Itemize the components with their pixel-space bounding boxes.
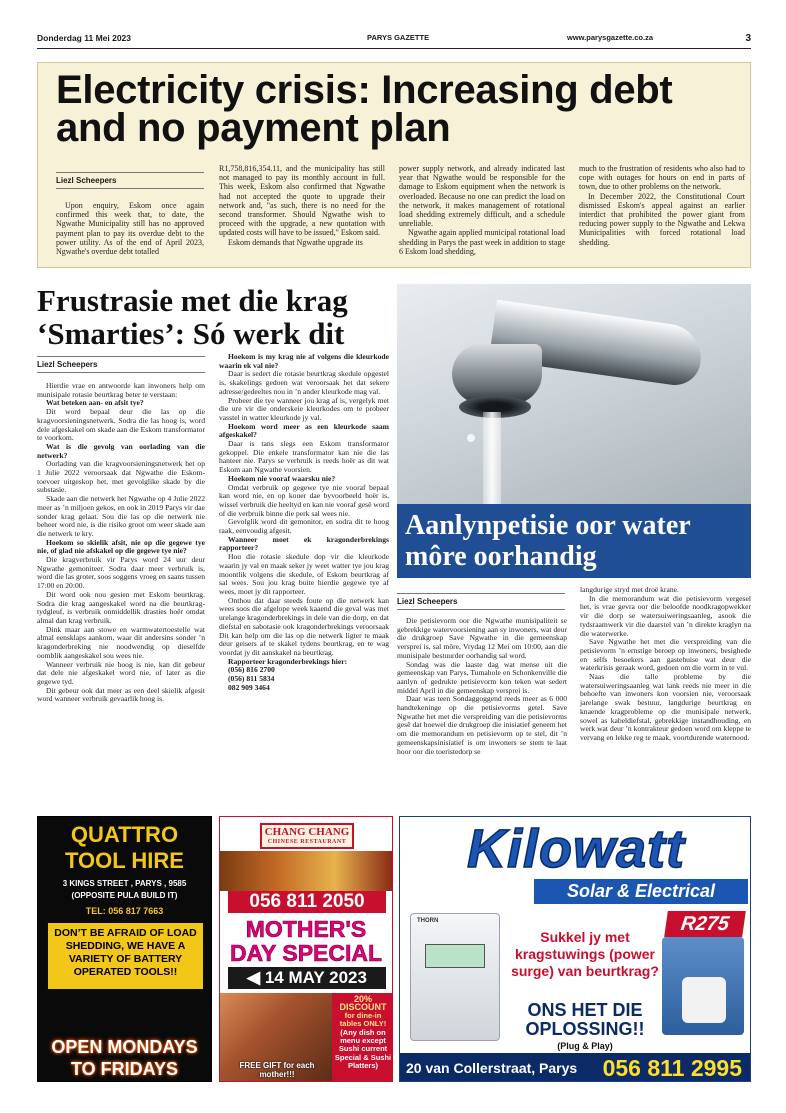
page-header (37, 33, 751, 47)
lead-column-3 (399, 164, 565, 256)
quattro-hours-line-1: OPEN MONDAYS (51, 1037, 198, 1057)
kilowatt-question: Sukkel jy met kragstuwings (power surge) van beurtkrag? (511, 929, 659, 979)
kilowatt-solution: ONS HET DIE OPLOSSING!! (525, 1000, 645, 1039)
lead-paragraph: much to the frustration of residents who also had to cope with outages for hours on end in parts of town, due to other problems on the network. (579, 164, 745, 192)
kilowatt-logo: Kilowatt (467, 819, 685, 879)
lead-paragraph: Ngwathe again applied municipal rotational load shedding in Parys the past week in addition to stage 6 Eskom load shedding, (399, 228, 565, 256)
mothers-day-line-2: DAY SPECIAL (229, 940, 383, 966)
article-paragraph: Omdat verbruik op gegewe tye nie vooraf bepaal kan word nie, en op kouer dae byvoorbeeld hoër is, wissel verbruik die heeltyd en kan nie vooraf gesê word of die verbruik binne die perk sal wees nie. (219, 482, 389, 518)
article-paragraph: Save Ngwathe het met die verspreiding van die petisievorm ’n ernstige beroep op inwoners, besighede en selfs besoekers aan gastehuise wat deur die waterkrisis geraak word, gedoen om die vorm in te vul. (580, 637, 751, 673)
article-subheading: 082 909 3464 (228, 682, 270, 692)
lead-byline: Liezl Scheepers (56, 172, 204, 189)
article-paragraph: Hierdie vrae en antwoorde kan inwoners help om munisipale rotasie beurtkrag beter te verstaan: (37, 381, 205, 399)
quattro-load-shedding-note: DON’T BE AFRAID OF LOAD SHEDDING, WE HAVE A VARIETY OF BATTERY OPERATED TOOLS!! (48, 923, 203, 989)
quattro-hours-line-2: TO FRIDAYS (70, 1059, 179, 1079)
plug-adapter-image (662, 937, 744, 1035)
article-subheading: (056) 811 5834 (228, 674, 275, 684)
kilowatt-footer (400, 1053, 750, 1082)
mothers-day-line-1: MOTHER'S (245, 916, 367, 942)
article-paragraph: Daar is tans slegs een Eskom transformator gekoppel. Die enkele transformator kan nie die las hanteer nie. Parys se verbruik is reeds hoër as dit wat Eskom aan Ngwathe voorsien. (219, 439, 389, 475)
quattro-tool-hire-ad[interactable] (37, 816, 212, 1082)
header-rule (37, 48, 751, 49)
website-link[interactable]: www.parysgazette.co.za (567, 33, 654, 42)
plug-socket (682, 977, 726, 1023)
article-paragraph: In die memorandum wat die petisievorm vergesel het, is vrae gevra oor die beloofde noodkragopwekker vir die dorp se watersuiweringsaanleg, asook die tydsraamwerk vir die daarstel van ’n direkte kraglyn na die waterwerke. (580, 593, 751, 638)
device-brand-label: THORN (417, 918, 439, 924)
article-paragraph: Hou die rotasie skedule dop vir die kleurkode waarin jy val en maak seker jy weet watter tye jou krag moontlik volgens die skedule, of Eskom beurtkrag af sal wees. Sou jou krag buite hierdie gegewe tye af wees, moet jy dit rapporteer. (219, 552, 389, 596)
article-paragraph: Die kragverbruik vir Parys word 24 uur deur Ngwathe gemoniteer. Sodra daar meer verbruik is, word die las groter, soos soggens vroeg en saans tussen 17:00 en 20:00. (37, 555, 205, 591)
kilowatt-address: 20 van Collerstraat, Parys (406, 1060, 578, 1076)
article-paragraph: Daar is sedert die rotasie beurtkrag skedule opgestel is, skakelings gedoen wat veroorsaak het dat sekere adresse/gedeeltes nou in ’n ander kleurkode mag val. (219, 369, 389, 396)
article-paragraph: Sondag was die laaste dag wat mense uit die gemeenskap van Parys, Tumahole en Schonkenville die aanlyn of gedrukte petisievorm kon teken wat sedert middel April in die gemeenskap versprei is. (397, 659, 567, 695)
water-stream (483, 412, 501, 504)
article-paragraph: Naas die talle probleme by die watersuiweringsaanleg wat lank reeds nie meer in die behoefte van inwoners kon voorsien nie, veroorsaak jarelange swak bestuur, langdurige beurtkrag en knaende kragprobleme op die munisipale netwerk, sowel as kabeldiefstal, gebrekkige instandhouding, en werk wat deur ’n kontrakteur gedoen word om kleppe te vervang en lekke reg te maak, voortdurende waternood. (580, 672, 752, 742)
article-paragraph: Probeer die tye wanneer jou krag af is, vergelyk met die ure vir die onderskeie kleurkodes om te probeer vasstel in watter kleurkode jy val. (219, 395, 389, 422)
lead-paragraph: In December 2022, the Constitutional Court dismissed Eskom's appeal against an earlier interdict that prohibited the power giant from reducing power supply to the Ngwathe and Lekwa Municipalities with forced rotational load shedding. (579, 191, 745, 247)
petisie-column-1 (397, 617, 567, 807)
chang-chang-restaurant-ad[interactable] (219, 816, 393, 1082)
lead-paragraph: Eskom demands that Ngwathe upgrade its (228, 237, 363, 247)
petisie-byline: Liezl Scheepers (397, 593, 565, 610)
chang-logo-subtitle: CHINESE RESTAURANT (267, 839, 347, 845)
quattro-address: 3 KINGS STREET , PARYS , 9585 (62, 879, 187, 888)
article-subheading: Rapporteer kragonderbrekings hier: (228, 656, 348, 666)
device-display (425, 944, 485, 968)
lead-headline: Electricity crisis: Increasing debt and no payment plan (56, 68, 673, 150)
frustrasie-byline: Liezl Scheepers (37, 356, 205, 373)
lead-paragraph: R1,758,816,354.11, and the municipality has still not managed to pay its monthly account in full. This week, Eskom also confirmed that Ngwathe had not accepted the quote to upgrade their network and, "as such, there is no need for the second transformer. Should Ngwathe wish to proceed with the upgrade, a new quotation with updated costs will have to be issued," Eskom said. (219, 164, 385, 238)
paper-name: PARYS GAZETTE (367, 33, 430, 42)
lead-article (37, 62, 751, 268)
article-subheading: Wanneer moet ek kragonderbrekings rapporteer? (219, 534, 389, 553)
discount-box (332, 993, 393, 1082)
surge-protector-image (410, 913, 500, 1041)
article-paragraph: langdurige stryd met droë krane. (580, 585, 679, 594)
quattro-name-line-1: QUATTRO (70, 822, 179, 847)
price-tag: R275 (664, 911, 746, 937)
chang-phone: 056 811 2050 (228, 891, 386, 913)
kilowatt-subtitle: Solar & Electrical (534, 879, 748, 904)
lead-column-1 (56, 201, 204, 256)
discount-exclusions: (Any dish on menu except Sushi current Special & Sushi Platters) (334, 1027, 392, 1071)
article-paragraph: Onthou dat daar steeds foute op die netwerk kan wees soos die afgelope week kaaend die geval was met urelange kragonderbrekings in dele van die dorp, en dat diefstal en sabotasie ook kragonderbrekings veroorsaak Dit kan help om die las op die netwerk ligter te maak deur geisers af te skakel tydens beurtkrag, en te wag voordat jy dit aanskakel na beurtkrag. (219, 595, 389, 657)
plug-and-play-note: (Plug & Play) (557, 1041, 613, 1051)
article-subheading: Wat is die gevolg van oorlading van die netwerk? (37, 441, 205, 460)
article-subheading: Hoekom word meer as een kleurkode saam afgeskakel? (219, 421, 389, 440)
issue-date: Donderdag 11 Mei 2023 (37, 33, 132, 43)
discount-label: DISCOUNT (339, 1002, 387, 1013)
article-paragraph: Wanneer verbruik nie hoog is nie, kan dit gebeur dat dele nie afgeskakel word nie, of later as die gegewe tyd. (37, 659, 205, 686)
food-banner-image (220, 851, 392, 891)
article-subheading: Hoekom so skielik afsit, nie op die gegewe tye nie, of glad nie afskakel op die gegewe tye nie? (37, 537, 205, 556)
frustrasie-column-2 (219, 353, 389, 807)
special-date: ◀ 14 MAY 2023 (228, 967, 386, 989)
petisie-column-2 (580, 586, 751, 807)
article-paragraph: Dit word ook nou gesien met Eskom beurtkrag. Sodra die krag aangeskakel word na die beurtkrag-tydgleuf, is verbruik onmiddellik drasties hoër omdat almal dan krag verbruik. (37, 589, 205, 625)
article-subheading: Hoekom nie vooraf waarsku nie? (228, 473, 336, 483)
chang-logo-text: CHANG CHANG (264, 826, 350, 838)
tap-photo (397, 284, 751, 504)
frustrasie-column-1 (37, 382, 205, 807)
article-paragraph: Oorlading van die kragvoorsieningsnetwerk het op 1 Julie 2022 veroorsaak dat Ngwathe die Eskom-toevoer uitgeskop het, met gevolglike skade by die substasie. (37, 459, 205, 495)
discount-condition: for dine-in tables ONLY! (339, 1010, 387, 1029)
quattro-phone: TEL: 056 817 7663 (85, 906, 164, 916)
lead-column-4 (579, 164, 745, 247)
article-subheading: Wat beteken aan- en afsit tye? (46, 398, 144, 408)
lead-paragraph: Upon enquiry, Eskom once again confirmed this week that, to date, the Ngwathe Municipality still has no approved payment plan to pay its overdue debt to the power utility. As of the end of April 2023, Ngwathe's overdue debt totalled (56, 201, 204, 257)
lead-paragraph: power supply network, and already indicated last year that Ngwathe would be responsible for the damage to Eskom equipment when the network is overloaded. Because no one can predict the load on the network, it makes management of rotational load shedding extremely difficult, and a schedule unreliable. (399, 164, 565, 229)
special-date-text: 14 MAY 2023 (264, 968, 367, 987)
frustrasie-headline: Frustrasie met die krag ‘Smarties’: Só werk dit (37, 283, 348, 351)
lead-column-2 (219, 164, 385, 247)
quattro-name-line-2: TOOL HIRE (65, 848, 184, 873)
article-paragraph: Dit word bepaal deur die las op die kragvoorsieningsnetwerk. Sodra die las hoog is, word dele afgeskakel om skade aan die Eskom transformator te voorkom. (37, 407, 205, 443)
faucet-neck (452, 344, 542, 404)
petisie-headline: Aanlynpetisie oor water môre oorhandig (397, 504, 751, 578)
article-subheading: Hoekom is my krag nie af volgens die kleurkode waarin ek val nie? (219, 352, 389, 370)
kilowatt-phone: 056 811 2995 (602, 1055, 742, 1081)
article-paragraph: Daar was teen Sondaggoggend reeds meer as 6 000 handtekeninge op die petisievorms getel. Save Ngwathe het met die verspreiding van die petisievorms gesê dat hoewel die drukgroep die inisiatief geneem het om die memorandum en petisievorm op te stel, dit ’n gemeenskapsinisiatief is om inwoners se stem te laat hoor oor die toeristedorp se (397, 694, 567, 756)
article-paragraph: Gevolglik word dit gemonitor, en sodra dit te hoog raak, eenvoudig afgesit. (219, 517, 389, 536)
water-drop (467, 434, 475, 442)
kilowatt-solar-ad[interactable] (399, 816, 751, 1082)
page-number: 3 (745, 33, 751, 44)
quattro-address-note: (OPPOSITE PULA BUILD IT) (71, 891, 178, 900)
article-paragraph: Dink maar aan stowe en warmwatertoestelle wat almal eensklaps aankom, waar dit andersins sonder ’n kragonderbreking nie noodwendig op dieselfde oomblik aangeskakel sou wees nie. (37, 624, 205, 660)
article-paragraph: Dit gebeur ook dat meer as een deel skielik afgesit word wanneer verbruik gevaarlik hoog is. (37, 685, 205, 704)
article-subheading: (056) 816 2700 (228, 665, 275, 675)
discount-percent: 20% (353, 994, 372, 1004)
chang-chang-logo (260, 823, 354, 849)
article-paragraph: Die petisievorm oor die Ngwathe munisipaliteit se gebrekkige watervoorsiening aan sy inwoners, wat deur die drukgroep Save Ngwathe in die gemeenskap versprei is, sal môre, Vrydag 12 Mei om 10:00, aan die munisipale bestuurder oorhandig sal word. (397, 616, 567, 660)
free-gift-note: FREE GIFT for each mother!!! (239, 1061, 315, 1079)
article-paragraph: Skade aan die netwerk het Ngwathe op 4 Julie 2022 meer as ’n miljoen gekos, en ook in 2019 Parys vir dae sonder krag gelaat. Sou die las op die netwerk nie beheer word nie, is die risiko groot om weer skade aan die netwerk te kry. (37, 494, 205, 538)
